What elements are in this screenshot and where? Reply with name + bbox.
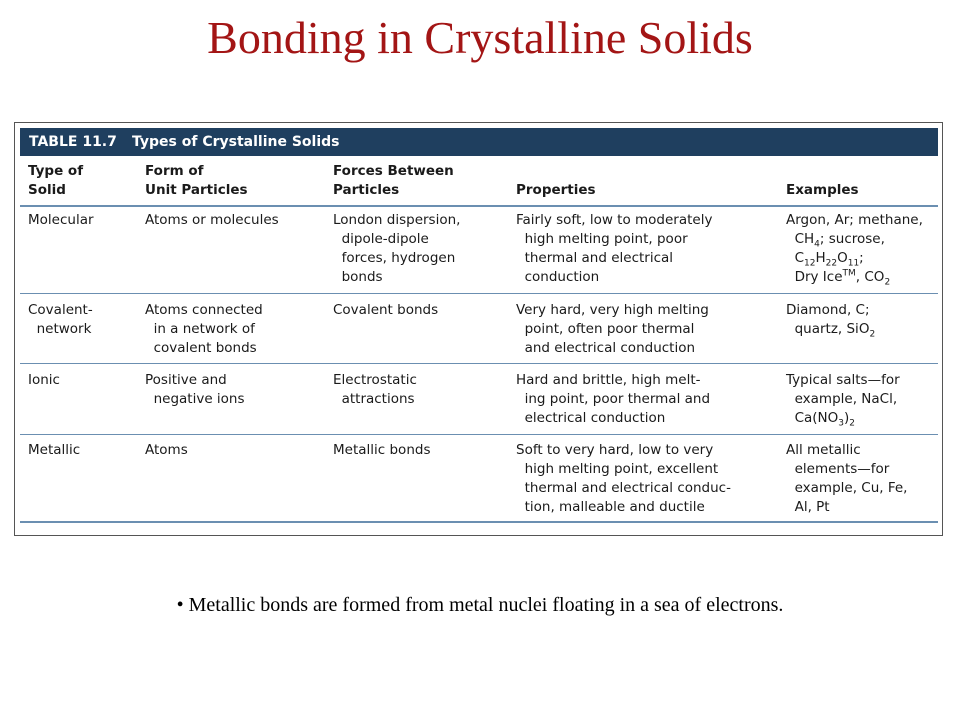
cell-properties-metallic: Soft to very hard, low to very high melting point, excellent thermal and electrical conduc- tion, malleable and ductile (516, 442, 731, 515)
cell-forces-ionic: Electrostatic attractions (333, 372, 417, 407)
table-body (20, 156, 938, 532)
table-bottom-rule (20, 521, 938, 523)
bullet-point: • Metallic bonds are formed from metal nuclei floating in a sea of electrons. (176, 594, 784, 616)
cell-examples-ionic: Typical salts—for example, NaCl, $Ca(NO_3)_2$ (786, 372, 900, 429)
cell-form-metallic: Atoms (145, 442, 188, 458)
col-header-form: Form of Unit Particles (145, 163, 248, 198)
cell-examples-molecular: Argon, Ar; methane, $CH_4$; sucrose, $C_{12}H_{22}O_{11}$; Dry Ice™, $CO_2$ (786, 212, 923, 288)
slide-title: Bonding in Crystalline Solids (207, 12, 753, 63)
cell-forces-covalent: Covalent bonds (333, 302, 439, 318)
cell-forces-molecular: London dispersion, dipole-dipole forces, hydrogen bonds (333, 212, 461, 285)
table-name: Types of Crystalline Solids (132, 134, 340, 150)
col-header-type: Type of Solid (28, 163, 84, 198)
cell-type-molecular: Molecular (28, 212, 94, 228)
cell-type-covalent: Covalent- network (28, 302, 93, 337)
cell-examples-covalent: Diamond, C; quartz, SiO$_2$ (786, 302, 876, 340)
cell-form-molecular: Atoms or molecules (145, 212, 279, 228)
cell-type-ionic: Ionic (28, 372, 60, 388)
cell-form-ionic: Positive and negative ions (145, 372, 245, 407)
row-divider (20, 363, 938, 364)
row-divider (20, 293, 938, 294)
cell-examples-metallic: All metallic elements—for example, Cu, Fe, Al, Pt (786, 442, 908, 515)
header-rule (20, 205, 938, 207)
cell-properties-ionic: Hard and brittle, high melt- ing point, poor thermal and electrical conduction (516, 372, 711, 426)
table-number: TABLE 11.7 (29, 134, 117, 150)
cell-form-covalent: Atoms connected in a network of covalent bonds (145, 302, 263, 356)
cell-properties-molecular: Fairly soft, low to moderately high melting point, poor thermal and electrical conduction (516, 212, 713, 285)
row-divider (20, 434, 938, 435)
cell-type-metallic: Metallic (28, 442, 81, 458)
col-header-examples: Examples (786, 182, 859, 198)
col-header-properties: Properties (516, 182, 596, 198)
table-title-bar (20, 128, 938, 156)
crystalline-solids-table (14, 122, 943, 536)
cell-forces-metallic: Metallic bonds (333, 442, 431, 458)
col-header-forces: Forces Between Particles (333, 163, 454, 198)
cell-properties-covalent: Very hard, very high melting point, often poor thermal and electrical conduction (516, 302, 709, 356)
